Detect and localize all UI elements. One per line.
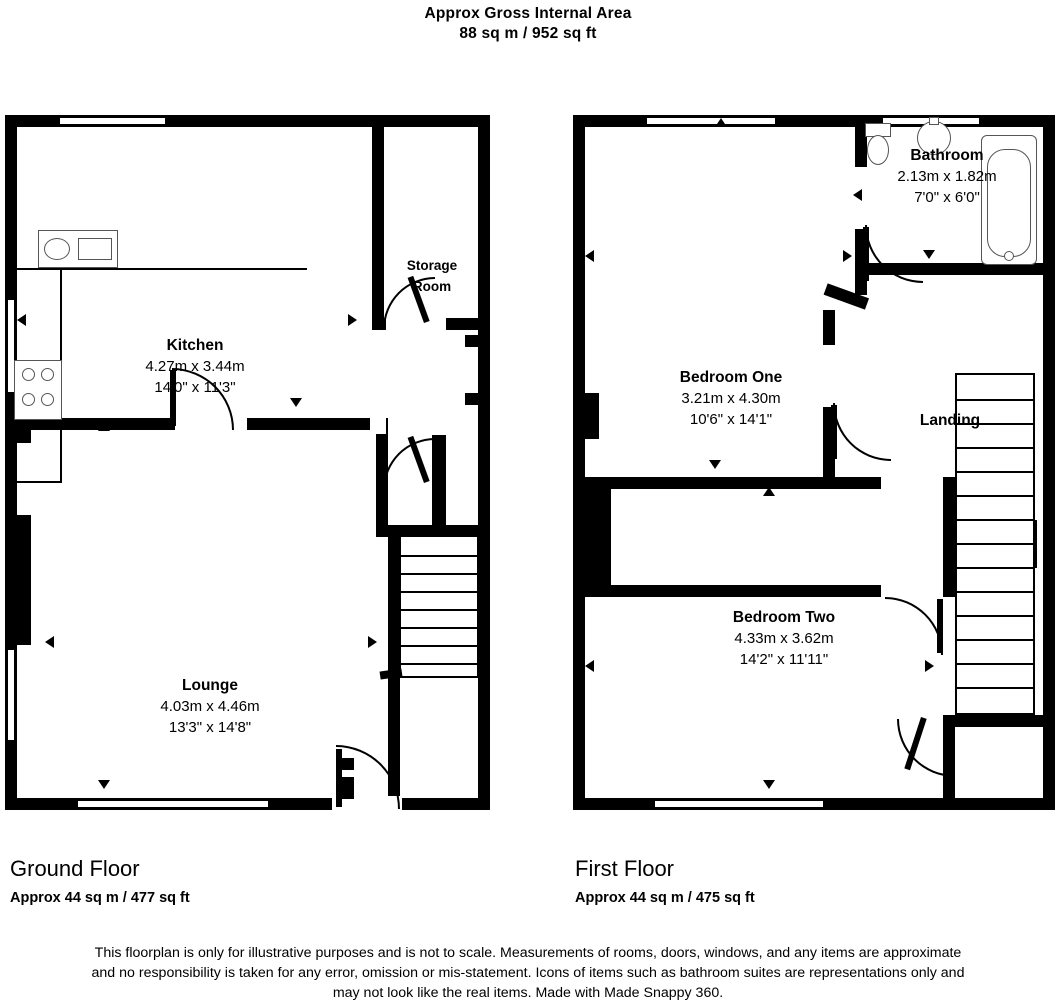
wall-first-right <box>1043 115 1055 810</box>
kitchen-dim-imperial: 14'0" x 11'3" <box>154 379 236 396</box>
sink-bowl-icon <box>44 238 70 260</box>
wall-ground-right-stair <box>478 395 490 810</box>
window-lounge-left <box>6 650 16 740</box>
wall-bedroom-two-left-stub <box>585 489 611 589</box>
kitchen-name: Kitchen <box>166 337 224 354</box>
room-label-landing <box>865 410 1035 431</box>
basin-tap-icon <box>929 117 939 125</box>
arrow-bed2-top <box>763 487 775 496</box>
lounge-dim-metric: 4.03m x 4.46m <box>160 698 260 715</box>
hob-ring-1-icon <box>22 368 35 381</box>
wall-landing-bottom <box>585 477 881 489</box>
ground-floor-plan <box>0 105 500 815</box>
bedroom-one-dim-imperial: 10'6" x 14'1" <box>689 411 773 428</box>
wall-ground-right-mid <box>465 335 490 347</box>
wall-ground-left-bay <box>5 515 31 645</box>
bedroom-two-dim-imperial: 14'2" x 11'11" <box>739 651 829 668</box>
first-floor-footer <box>575 855 755 909</box>
arrow-bed2-right <box>925 660 934 672</box>
hob-ring-4-icon <box>41 393 54 406</box>
room-label-bedroom-one <box>603 367 859 430</box>
wall-first-left-jog <box>573 393 599 439</box>
arrow-kitchen-right <box>348 314 357 326</box>
wall-stair-stub-lower <box>440 435 446 545</box>
wall-storage-left <box>372 115 384 330</box>
arrow-lounge-upper-left <box>98 422 110 431</box>
bedroom-one-name: Bedroom One <box>679 369 783 386</box>
ground-floor-title: Ground Floor <box>10 856 140 881</box>
room-label-kitchen <box>60 335 330 398</box>
window-bedroom-two-bottom <box>655 799 823 809</box>
window-kitchen-top <box>60 116 165 126</box>
arrow-kitchen-left <box>17 314 26 326</box>
window-bedroom-one-top <box>647 116 775 126</box>
lounge-dim-imperial: 13'3" x 14'8" <box>168 719 252 736</box>
arrow-lounge-right <box>368 636 377 648</box>
wall-first-left-lower <box>573 435 585 810</box>
room-label-lounge <box>95 675 325 738</box>
wall-landing-bottom-left <box>585 477 605 489</box>
gross-area-value: 88 sq m / 952 sq ft <box>459 25 597 42</box>
arrow-kitchen-top <box>292 118 304 127</box>
arrow-bed1-left <box>585 250 594 262</box>
room-label-bathroom <box>847 145 1047 208</box>
door-hall-arc <box>383 438 435 490</box>
disclaimer <box>0 943 1056 1003</box>
kitchen-worktop-outline-h2 <box>17 481 62 483</box>
first-floor-area: Approx 44 sq m / 475 sq ft <box>575 890 755 906</box>
door-front-jamb <box>340 758 354 770</box>
arrow-bed2-bottom <box>763 780 775 789</box>
bath-tap-icon <box>1004 251 1014 261</box>
disclaimer-line-3: may not look like the real items. Made with Made Snappy 360. <box>332 985 724 1001</box>
sink-drainer-icon <box>78 238 112 260</box>
gap-hall-door <box>370 416 386 434</box>
lounge-name: Lounge <box>182 677 238 694</box>
stairs-ground <box>399 535 479 678</box>
bedroom-two-name: Bedroom Two <box>732 609 836 626</box>
bathroom-dim-metric: 2.13m x 1.82m <box>897 168 997 185</box>
door-front-jamb-2 <box>340 777 354 799</box>
room-label-storage <box>378 255 486 297</box>
arrow-landing-bottom <box>709 460 721 469</box>
wall-stair-right <box>943 477 955 597</box>
storage-name-line2: Room <box>412 279 452 294</box>
kitchen-hob-icon <box>14 360 62 420</box>
arrow-bathroom-bottom <box>923 250 935 259</box>
arrow-lounge-left <box>45 636 54 648</box>
ground-floor-area: Approx 44 sq m / 477 sq ft <box>10 890 190 906</box>
arrow-lounge-bottom <box>98 780 110 789</box>
landing-name: Landing <box>919 412 981 429</box>
wall-first-top <box>573 115 1055 127</box>
window-lounge-bottom <box>78 799 268 809</box>
hob-ring-2-icon <box>41 368 54 381</box>
hob-ring-3-icon <box>22 393 35 406</box>
door-landing-bed2-leaf <box>937 599 943 653</box>
bathroom-name: Bathroom <box>910 147 984 164</box>
wall-first-left-upper <box>573 115 585 403</box>
disclaimer-line-1: This floorplan is only for illustrative purposes and is not to scale. Measurements of rooms, doors, windows, and any items are approximate <box>94 945 962 961</box>
bedroom-one-dim-metric: 3.21m x 4.30m <box>681 390 781 407</box>
window-stair-right <box>1035 520 1045 568</box>
wall-stair-bottom <box>943 715 1055 727</box>
arrow-bed1-top <box>715 118 727 127</box>
room-label-bedroom-two <box>655 607 913 670</box>
bedroom-two-dim-metric: 4.33m x 3.62m <box>734 630 834 647</box>
first-floor-plan <box>565 105 1056 815</box>
disclaimer-line-2: and no responsibility is taken for any error, omission or mis-statement. Icons of items such as bathroom suites are representations only and <box>91 965 965 981</box>
arrow-bed1-right <box>843 250 852 262</box>
bathroom-dim-imperial: 7'0" x 6'0" <box>914 189 980 206</box>
gross-internal-area-header <box>0 4 1056 44</box>
gap-landing-bed2 <box>881 475 943 491</box>
arrow-bed2-left <box>585 660 594 672</box>
gross-area-title: Approx Gross Internal Area <box>424 5 632 22</box>
ground-floor-footer <box>10 855 190 909</box>
arrow-lounge-top <box>290 398 302 407</box>
first-floor-title: First Floor <box>575 856 674 881</box>
wall-bedroom-two-top <box>585 585 881 597</box>
door-bathroom-leaf <box>863 227 869 281</box>
kitchen-dim-metric: 4.27m x 3.44m <box>145 358 245 375</box>
storage-name-line1: Storage <box>406 258 458 273</box>
